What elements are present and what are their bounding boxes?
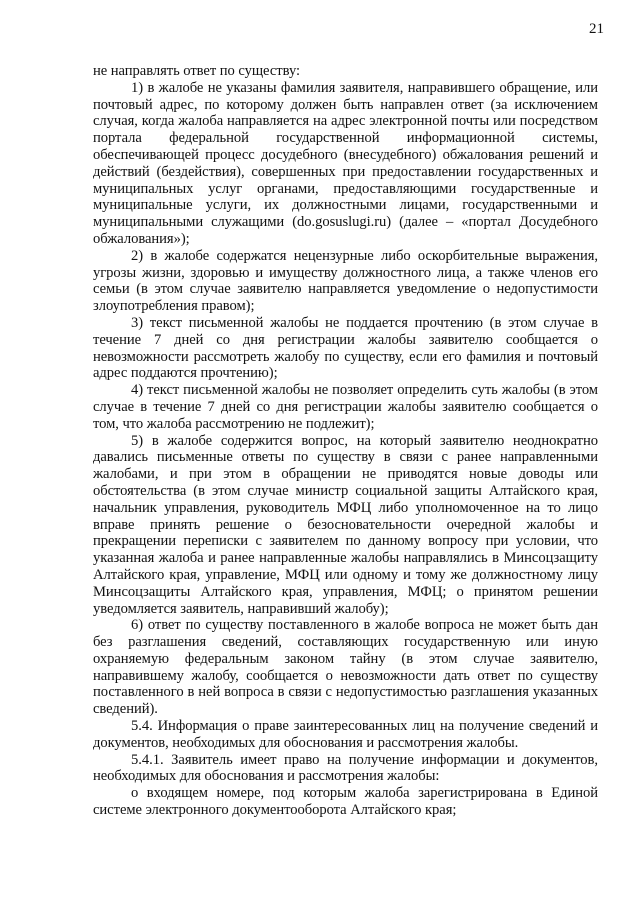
paragraph-section-5-4: 5.4. Информация о праве заинтересованных лиц на получение сведений и документов, необходимых для обоснования и рассмотрения жалобы. — [93, 718, 598, 751]
paragraph-item-4: 4) текст письменной жалобы не позволяет определить суть жалобы (в этом случае в течение 7 дней со дня регистрации жалобы заявителю сообщается о том, что жалоба рассмотрению не подлежит); — [93, 382, 598, 432]
paragraph-item-2: 2) в жалобе содержатся нецензурные либо оскорбительные выражения, угрозы жизни, здоровью и имуществу должностного лица, а также членов его семьи (в этом случае заявителю направляется уведомление о недопустимости злоупотребления правом); — [93, 247, 598, 315]
page-number: 21 — [589, 21, 604, 37]
paragraph-item-6: 6) ответ по существу поставленного в жалобе вопроса не может быть дан без разглашения сведений, составляющих государственную или иную охраняемую федеральным законом тайну (в этом случае заявителю, направившему жалобу, сообщается о невозможности дать ответ по существу поставленного в ней вопроса в связи с недопустимостью разглашения указанных сведений). — [93, 617, 598, 718]
paragraph-intro: не направлять ответ по существу: — [93, 63, 301, 79]
paragraph-item-3: 3) текст письменной жалобы не поддается прочтению (в этом случае в течение 7 дней со дня регистрации жалобы заявителю сообщается о невозможности рассмотреть жалобу по существу, если его фамилия и почтовый адрес поддаются прочтению); — [93, 314, 598, 382]
paragraph-item-5: 5) в жалобе содержится вопрос, на который заявителю неоднократно давались письменные ответы по существу в связи с ранее направленными жалобами, и при этом в обращении не приводятся новые доводы или обстоятельства (в этом случае министр социальной защиты Алтайского края, начальник управления, руководитель МФЦ либо уполномоченное на то лицо вправе принять решение о безосновательности очередной жалобы и прекращении переписки с заявителем по данному вопросу при условии, что указанная жалоба и ранее направленные жалобы направлялись в Минсоцзащиту Алтайского края, управление, МФЦ или одному и тому же должностному лицу Минсоцзащиты Алтайского края, управления, МФЦ; о принятом решении уведомляется заявитель, направивший жалобу); — [93, 432, 598, 617]
paragraph-section-5-4-1: 5.4.1. Заявитель имеет право на получение информации и документов, необходимых для обоснования и рассмотрения жалобы: — [93, 751, 598, 785]
paragraph-item-1: 1) в жалобе не указаны фамилия заявителя, направившего обращение, или почтовый адрес, по которому должен быть направлен ответ (за исключением случая, когда жалоба направляется на адрес электронной почты или посредством портала федеральной государственной информационной системы, обеспечивающей процесс досудебного (внесудебного) обжалования решений и действий (бездействия), совершенных при предоставлении государственных и муниципальных услуг органами, предоставляющими государственные и муниципальные услуги, их должностными лицами, государственными и муниципальными служащими (do.gosuslugi.ru) (далее – «портал Досудебного обжалования»); — [93, 79, 598, 247]
document-body — [93, 63, 598, 819]
paragraph-incoming-number: о входящем номере, под которым жалоба зарегистрирована в Единой системе электронного документооборота Алтайского края; — [93, 785, 598, 819]
